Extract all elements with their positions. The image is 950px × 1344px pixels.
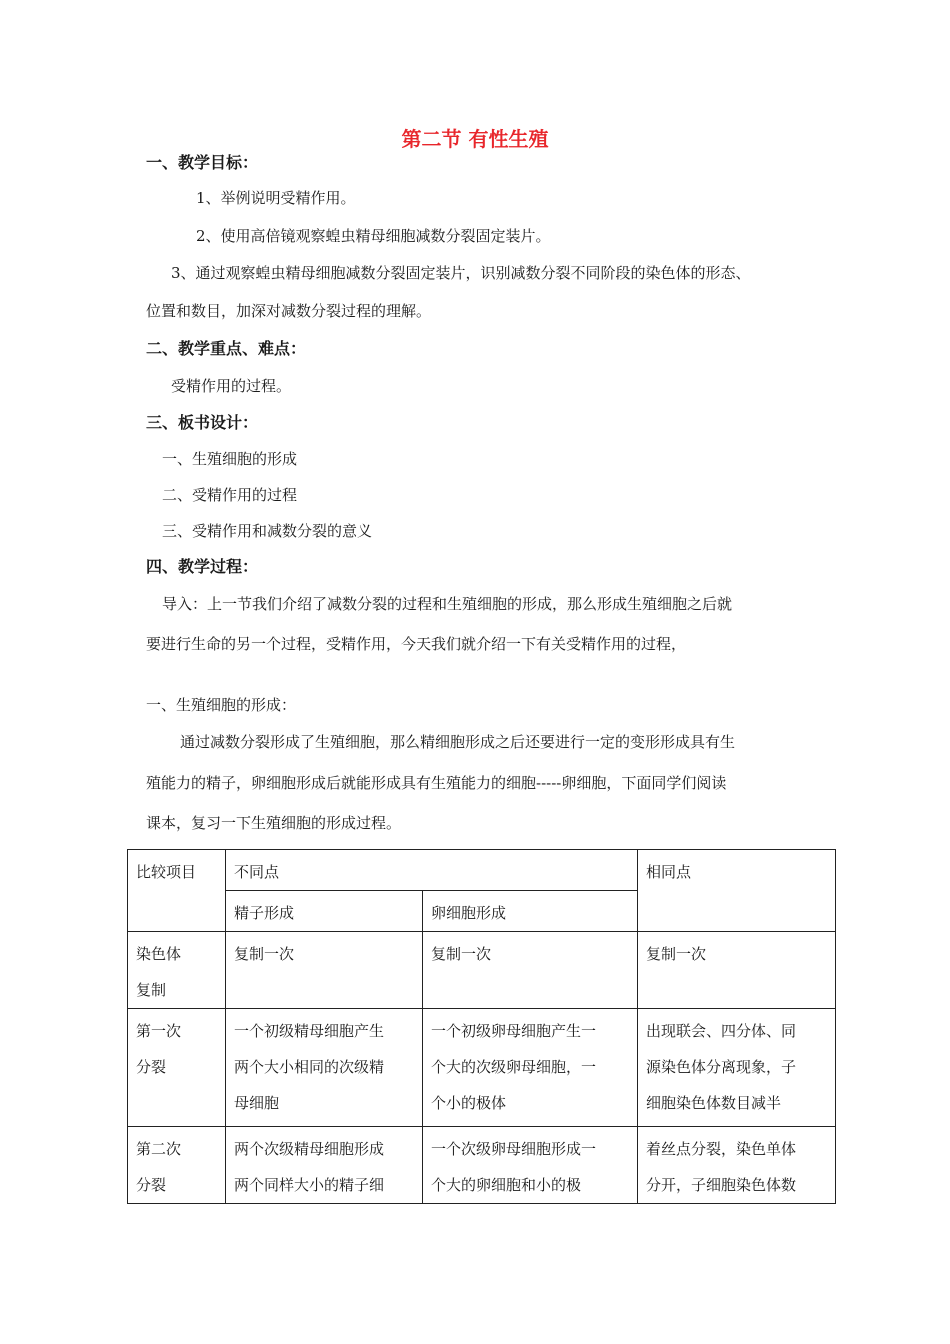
header-egg-formation: 卵细胞形成 — [423, 891, 638, 932]
header-compare-item: 比较项目 — [128, 850, 226, 932]
table-row — [128, 1127, 836, 1204]
intro-line-2: 要进行生命的另一个过程，受精作用，今天我们就介绍一下有关受精作用的过程， — [146, 635, 687, 653]
focus-text: 受精作用的过程。 — [171, 377, 292, 395]
table-row — [128, 932, 836, 1009]
goal-item-2: 2、使用高倍镜观察蝗虫精母细胞减数分裂固定装片。 — [196, 227, 551, 245]
table-cell: 一个初级精母细胞产生 两个大小相同的次级精 母细胞 — [226, 1009, 423, 1127]
goal-item-3-line-2: 位置和数目，加深对减数分裂过程的理解。 — [146, 302, 432, 320]
part1-heading: 一、生殖细胞的形成： — [146, 696, 297, 714]
table-cell: 出现联会、四分体、同 源染色体分离现象，子 细胞染色体数目减半 — [638, 1009, 836, 1127]
table-cell: 着丝点分裂，染色单体 分开，子细胞染色体数 — [638, 1127, 836, 1204]
table-header-row — [128, 850, 836, 891]
page-title: 第二节 有性生殖 — [401, 127, 549, 151]
comparison-table — [127, 849, 836, 1204]
board-item-3: 三、受精作用和减数分裂的意义 — [162, 522, 373, 540]
table-cell: 第二次 分裂 — [128, 1127, 226, 1204]
board-item-2: 二、受精作用的过程 — [162, 486, 298, 504]
table-cell: 两个次级精母细胞形成 两个同样大小的精子细 — [226, 1127, 423, 1204]
table-cell: 复制一次 — [423, 932, 638, 1009]
table-cell: 复制一次 — [638, 932, 836, 1009]
goal-item-1: 1、举例说明受精作用。 — [196, 189, 356, 207]
header-similarity: 相同点 — [638, 850, 836, 932]
section-heading-focus: 二、教学重点、难点： — [146, 339, 307, 358]
goal-item-3-line-1: 3、通过观察蝗虫精母细胞减数分裂固定装片，识别减数分裂不同阶段的染色体的形态、 — [171, 264, 751, 282]
table-cell: 复制一次 — [226, 932, 423, 1009]
table-cell: 一个初级卵母细胞产生一 个大的次级卵母细胞，一 个小的极体 — [423, 1009, 638, 1127]
header-difference: 不同点 — [226, 850, 638, 891]
intro-line-1: 导入：上一节我们介绍了减数分裂的过程和生殖细胞的形成，那么形成生殖细胞之后就 — [162, 595, 733, 613]
part1-line-2: 殖能力的精子，卵细胞形成后就能形成具有生殖能力的细胞-----卵细胞，下面同学们阅读 — [146, 774, 727, 792]
section-heading-board: 三、板书设计： — [146, 413, 259, 432]
table-cell: 第一次 分裂 — [128, 1009, 226, 1127]
table-cell: 染色体 复制 — [128, 932, 226, 1009]
board-item-1: 一、生殖细胞的形成 — [162, 450, 298, 468]
part1-line-3: 课本，复习一下生殖细胞的形成过程。 — [146, 814, 402, 832]
header-sperm-formation: 精子形成 — [226, 891, 423, 932]
part1-line-1: 通过减数分裂形成了生殖细胞，那么精细胞形成之后还要进行一定的变形形成具有生 — [180, 733, 736, 751]
table-cell: 一个次级卵母细胞形成一 个大的卵细胞和小的极 — [423, 1127, 638, 1204]
table-row — [128, 1009, 836, 1127]
section-heading-goals: 一、教学目标： — [146, 153, 259, 172]
section-heading-process: 四、教学过程： — [146, 557, 259, 576]
